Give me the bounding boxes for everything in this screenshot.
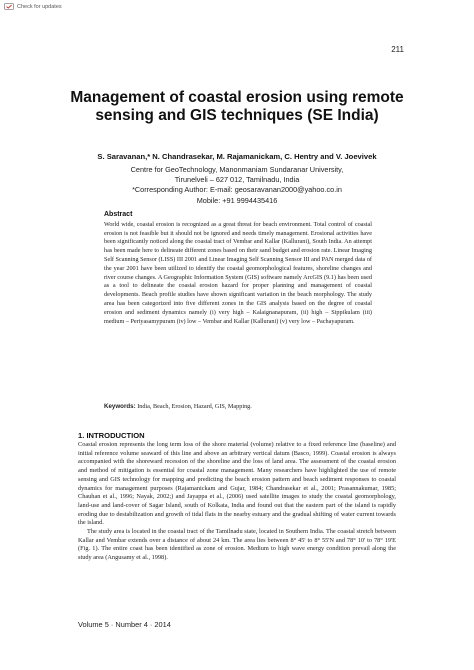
keywords-text: India, Beach, Erosion, Hazard, GIS, Mapping. [137,403,252,410]
keywords-label: Keywords: [104,403,136,410]
page-number: 211 [391,45,404,54]
abstract-heading: Abstract [104,211,133,218]
check-updates-icon [4,3,14,10]
abstract-body: World wide, coastal erosion is recognized as a great threat for beach environment. Total control of coastal erosion is not feasible but it should not be ignored and needs timely management. Erosional activities have been significantly noticed along the coastal tract of Vembar and Kallar (Kallurani), South India. An attempt has been made here to delineate different zones based on their sand budget and erosion rate. Linear Imaging Self Scanning Sensor (LISS) III 2001 and Linear Imaging Self Scanning Sensor III and PAN merged data of the year 2001 have been utilized to identify the coastal geomorphological features, shoreline changes and river course changes. A Geographic Information System (GIS) software namely ArcGIS (9.1) has been used as a tool to delineate the coastal erosion hazard for proper planning and management of coastal developments. Beach profile studies have shown significant variation in the beach morphology. The study area has been categorized into five different zones in the GIS analysis based on the degree of coastal erosion and sediment dynamics namely (i) very high – Kalaignanapuram, (ii) high – Sippikulam (iii) medium – Periyasamypuram (iv) low – Vembar and Kallar (Kallurani) (v) very low – Pachayapuram. [104,220,372,325]
paragraph: Coastal erosion represents the long term loss of the shore material (volume) relative to a fixed reference line (baseline) and initial reference volume seaward of this line and above an arbitrary vertical datum (Basco, 1999). Coastal erosion is always accompanied with the shoreward recession of the shoreline and the loss of land area. The assessment of the coastal erosion and method of mitigation is essential for coastal zone management. Many researchers have highlighted the use of remote sensing and GIS technology for mapping and predicting the beach erosion pattern and beach sediment responses to coastal dynamics for management purposes (Rajamanickam and Gujar, 1984; Chandrasekar et al., 2001; Prasannakumar, 1985; Chauhan et al., 1996; Nayak, 2002;) and Jayappa et al., (2006) used satellite images to study the coastal geomorphology, land-use and land-cover of Sagar Island, south of Kolkata, India and found out that the eastern part of the island is rapidly eroding due to destabilization and growth of tidal flats in the nearby estuary and the gradual shifting of water current towards the island. [78,441,396,527]
journal-footer: Volume 5 · Number 4 · 2014 [78,620,171,629]
corresponding-author-mobile: Mobile: +91 9994435416 [196,195,278,205]
affiliation-line: Tirunelveli – 627 012, Tamilnadu, India [174,175,300,185]
check-for-updates-badge[interactable] [4,3,62,10]
badge-label: Check for updates [17,3,62,10]
affiliation-line: Centre for GeoTechnology, Manonmaniam Sundaranar University, [130,165,344,174]
paragraph: The study area is located in the coastal tract of the Tamilnadu state, located in Southern India. The coastal stretch between Kallar and Vembar extends over a distance of about 24 km. The area lies between 8° 45' to 8° 55'N and 78° 10' to 78° 19'E (Fig. 1). The entire coast has been identified as zone of erosion. Medium to high wave energy condition prevail along the study area (Angusamy et al., 1998). [78,528,396,562]
introduction-body [78,441,396,563]
corresponding-author-email: *Corresponding Author: E-mail: geosaravanan2000@yahoo.co.in [132,185,342,195]
keywords [104,403,372,410]
section-heading-introduction: 1. INTRODUCTION [78,431,145,440]
author-list: S. Saravanan,* N. Chandrasekar, M. Rajamanickam, C. Hentry and V. Joevivek [97,152,377,161]
abstract [104,211,372,326]
affiliation-block [50,165,424,206]
paper-title: Management of coastal erosion using remote sensing and GIS techniques (SE India) [70,89,404,124]
